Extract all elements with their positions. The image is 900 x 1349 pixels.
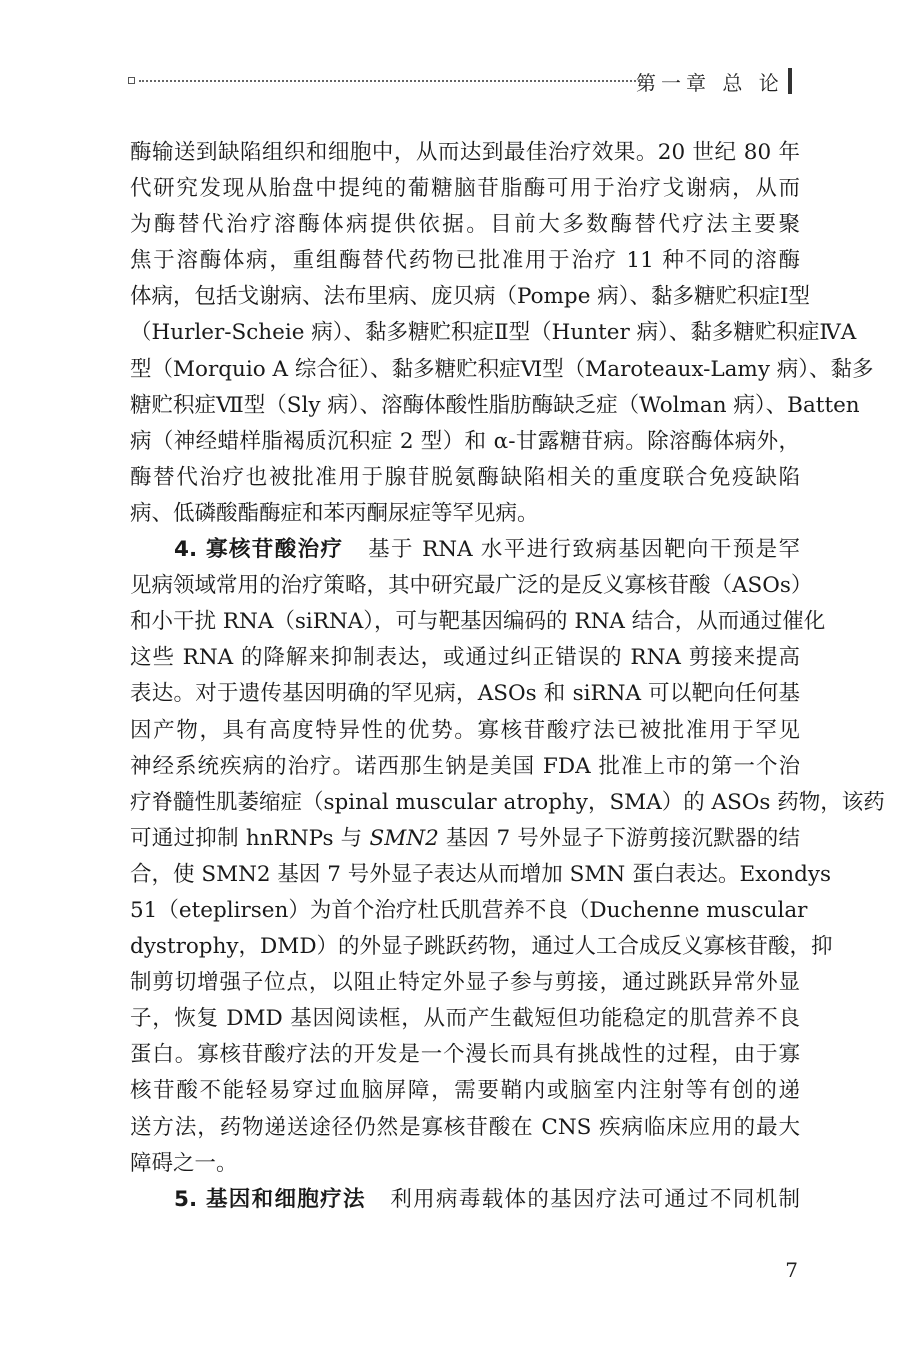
running-header	[128, 64, 798, 104]
text-line: 制剪切增强子位点，以阻止特定外显子参与剪接，通过跳跃异常外显	[130, 970, 800, 996]
text-line: 子，恢复 DMD 基因阅读框，从而产生截短但功能稳定的肌营养不良	[130, 1006, 800, 1032]
text-line: 障碍之一。	[130, 1150, 238, 1176]
gene-name-italic: SMN2	[369, 825, 439, 851]
text-line: 见病领域常用的治疗策略，其中研究最广泛的是反义寡核苷酸（ASOs）	[130, 573, 813, 599]
text-span: 利用病毒载体的基因疗法可通过不同机制	[390, 1186, 800, 1212]
text-line: 疗脊髓性肌萎缩症（spinal muscular atrophy，SMA）的 ASOs 药物，该药	[130, 789, 885, 815]
text-line: 酶替代治疗也被批准用于腺苷脱氨酶缺陷相关的重度联合免疫缺陷	[130, 464, 800, 490]
text-span: 可通过抑制 hnRNPs 与	[130, 825, 370, 851]
header-bar-ornament	[788, 68, 792, 94]
text-span: 基因 7 号外显子下游剪接沉默器的结	[438, 825, 801, 851]
text-line: 酶输送到缺陷组织和细胞中，从而达到最佳治疗效果。20 世纪 80 年	[130, 140, 800, 165]
text-line: 送方法，药物递送途径仍然是寡核苷酸在 CNS 疾病临床应用的最大	[130, 1114, 800, 1140]
chapter-title: 第一章 总 论	[636, 71, 784, 95]
section-heading-5: 5. 基因和细胞疗法	[174, 1186, 366, 1212]
text-line: 神经系统疾病的治疗。诺西那生钠是美国 FDA 批准上市的第一个治	[130, 753, 800, 779]
text-line: 型（Morquio A 综合征）、黏多糖贮积症Ⅵ型（Maroteaux-Lamy 病）、黏多	[130, 356, 874, 382]
text-line: 51（eteplirsen）为首个治疗杜氏肌营养不良（Duchenne muscular	[130, 897, 808, 923]
header-dotted-rule	[139, 80, 643, 82]
text-line: 糖贮积症Ⅶ型（Sly 病）、溶酶体酸性脂肪酶缺乏症（Wolman 病）、Batten	[130, 392, 860, 418]
text-line: 合，使 SMN2 基因 7 号外显子表达从而增加 SMN 蛋白表达。Exondys	[130, 861, 832, 887]
text-line: 焦于溶酶体病，重组酶替代药物已批准用于治疗 11 种不同的溶酶	[130, 248, 800, 274]
text-line: 为酶替代治疗溶酶体病提供依据。目前大多数酶替代疗法主要聚	[130, 212, 800, 238]
text-line: 因产物，具有高度特异性的优势。寡核苷酸疗法已被批准用于罕见	[130, 717, 800, 743]
section-heading-4: 4. 寡核苷酸治疗	[174, 537, 344, 563]
text-line: 和小干扰 RNA（siRNA），可与靶基因编码的 RNA 结合，从而通过催化	[130, 609, 826, 635]
text-line: 这些 RNA 的降解来抑制表达，或通过纠正错误的 RNA 剪接来提高	[130, 645, 800, 671]
text-line: 蛋白。寡核苷酸疗法的开发是一个漫长而具有挑战性的过程，由于寡	[130, 1042, 800, 1068]
text-line: 表达。对于遗传基因明确的罕见病，ASOs 和 siRNA 可以靶向任何基	[130, 681, 800, 707]
text-line: 体病，包括戈谢病、法布里病、庞贝病（Pompe 病）、黏多糖贮积症Ⅰ型	[130, 284, 810, 310]
body-text	[130, 135, 885, 1218]
text-line: 代研究发现从胎盘中提纯的葡糖脑苷脂酶可用于治疗戈谢病，从而	[130, 176, 800, 202]
page-number: 7	[785, 1258, 798, 1282]
text-line: （Hurler-Scheie 病）、黏多糖贮积症Ⅱ型（Hunter 病）、黏多糖贮积症ⅣA	[130, 320, 857, 346]
text-line: 病、低磷酸酯酶症和苯丙酮尿症等罕见病。	[130, 500, 539, 526]
paragraph-line	[130, 532, 800, 568]
paragraph-line	[130, 821, 800, 857]
text-span: 基于 RNA 水平进行致病基因靶向干预是罕	[368, 537, 800, 563]
header-square-ornament	[128, 77, 135, 84]
text-line: dystrophy，DMD）的外显子跳跃药物，通过人工合成反义寡核苷酸，抑	[130, 934, 833, 960]
text-line: 核苷酸不能轻易穿过血脑屏障，需要鞘内或脑室内注射等有创的递	[130, 1078, 800, 1104]
paragraph-line	[130, 1182, 800, 1218]
text-line: 病（神经蜡样脂褐质沉积症 2 型）和 α-甘露糖苷病。除溶酶体病外，	[130, 428, 800, 454]
